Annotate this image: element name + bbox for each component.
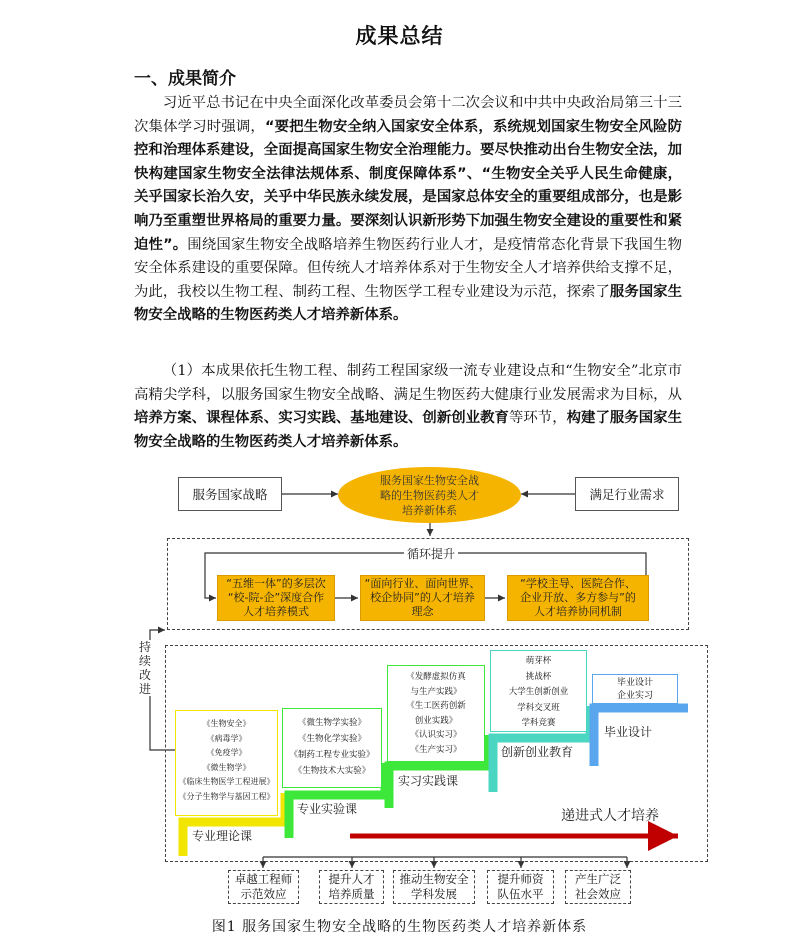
outcome-4-line-2: 队伍水平 [497, 887, 544, 901]
step-label-graduation: 毕业设计 [604, 725, 653, 739]
graduation-item: 企业实习 [616, 691, 653, 701]
mode-3-line-1: “学校主导、医院合作、 [520, 577, 636, 590]
theory-item: 《生物安全》 [202, 719, 251, 728]
section-heading: 一、成果简介 [134, 69, 236, 89]
practice-item: 《发酵虚拟仿真 [406, 672, 466, 682]
practice-item: 创业实践》 [414, 715, 458, 726]
mode-1-line-2: “校-院-企”深度合作 [227, 591, 325, 604]
theory-course-list [175, 710, 278, 816]
mode-3-line-3: 人才培养协同机制 [533, 605, 622, 618]
mode-box-3 [507, 575, 649, 621]
ellipse-line-3: 培养新体系 [402, 503, 457, 517]
mode-1-line-1: “五维一体”的多层次 [226, 577, 326, 590]
para2-s2: 培养方案、课程体系、实习实践、基地建设、创新创业教育 [134, 410, 509, 427]
lab-item: 《微生物学实验》 [297, 718, 366, 728]
outcome-box-4 [487, 870, 554, 904]
para2-s1: （1）本成果依托生物工程、制药工程国家级一流专业建设点和“生物安全”北京市高精尖学科，以服务国家生物安全战略、满足生物医药大健康行业发展需求为目标，从 [134, 363, 682, 403]
lab-item: 《生物技术大实验》 [293, 766, 371, 776]
innovation-item: 学科交叉班 [517, 702, 560, 713]
national-strategy-box: 服务国家战略 [178, 477, 282, 511]
mode-2-line-2: 校企协同”的人才培养 [370, 591, 475, 604]
mode-box-2 [360, 575, 485, 621]
para1-s4: 服务国家生物安全战略的生物医药类人才培养新体系。 [134, 283, 682, 324]
outcome-3-line-2: 学科发展 [411, 887, 457, 901]
practice-item: 《生产实习》 [410, 744, 462, 755]
para1-s3: 围绕国家生物安全战略培养生物医药行业人才，是疫情常态化背景下我国生物安全体系建设的重要保障。但传统人才培养体系对于生物安全人才培养供给支撑不足，为此，我校以生物工程、制药工程、生物医学工程专业建设为示范，探索了 [134, 236, 682, 300]
outcome-1-line-1: 卓越工程师 [234, 872, 293, 886]
para1-quote: “要把生物安全纳入国家安全体系，系统规划国家生物安全风险防控和治理体系建设，全面提高国家生物安全治理能力。要尽快推动出台生物安全法，加快构建国家生物安全法律法规体系、制度保障体系”、“生物安全关乎人民生命健康，关乎国家长治久安，关乎中华民族永续发展，是国家总体安全的重要组成部分，也是影响乃至重塑世界格局的重要力量。要深刻认识新形势下加强生物安全建设的重要性和紧迫性”。 [134, 118, 682, 253]
innovation-item: 大学生创新创业 [508, 687, 569, 697]
innovation-list [490, 650, 587, 732]
lab-item: 《生物化学实验》 [297, 734, 366, 744]
innovation-item: 挑战杯 [525, 671, 552, 682]
outcome-1-line-2: 示范效应 [240, 887, 287, 901]
mode-box-1 [217, 575, 335, 621]
outcome-box-2 [319, 870, 384, 904]
theory-item: 《微生物学》 [202, 762, 251, 772]
theory-item: 《分子生物学与基因工程》 [178, 791, 275, 801]
mode-3-line-2: 企业开放、多方参与”的 [520, 591, 636, 604]
progressive-training-label: 递进式人才培养 [561, 808, 659, 824]
outcome-3-line-1: 推动生物安全 [399, 872, 469, 886]
outcome-box-5 [565, 870, 631, 904]
step-label-innovation: 创新创业教育 [501, 745, 574, 759]
continuous-improvement-label: 持续改进 [138, 640, 151, 696]
outcome-4-line-1: 提升师资 [497, 872, 544, 886]
para1-s1: 习近平总书记在中央全面深化改革委员会第十二次会议和中共中央政治局第三十三次集体学习时强调， [134, 95, 682, 135]
core-system-ellipse [338, 467, 521, 523]
step-label-theory: 专业理论课 [192, 829, 253, 843]
innovation-item: 萌芽杯 [525, 656, 552, 666]
graduation-list [592, 674, 678, 704]
outcome-2-line-2: 培养质量 [328, 887, 375, 901]
mode-1-line-3: 人才培养模式 [243, 605, 309, 618]
lab-course-list [282, 708, 382, 788]
theory-item: 《免疫学》 [206, 748, 247, 757]
theory-item: 《临床生物医学工程进展》 [178, 777, 275, 786]
innovation-item: 学科竞赛 [521, 718, 556, 728]
figure-caption: 图1 服务国家生物安全战略的生物医药类人才培养新体系 [211, 919, 588, 935]
ellipse-line-1: 服务国家生物安全战 [380, 473, 479, 487]
lab-item: 《制药工程专业实验》 [289, 750, 375, 760]
industry-demand-box: 满足行业需求 [575, 477, 679, 511]
theory-item: 《病毒学》 [206, 733, 247, 743]
mode-2-line-1: “面向行业、面向世界、 [364, 577, 481, 590]
graduation-item: 毕业设计 [616, 678, 653, 688]
ellipse-line-2: 略的生物医药类人才 [380, 488, 479, 502]
page-title: 成果总结 [355, 24, 444, 48]
outcome-box-1 [228, 870, 299, 904]
step-label-lab: 专业实验课 [297, 802, 358, 816]
step-label-practice: 实习实践课 [398, 774, 459, 788]
para2-s4: 构建了服务国家生物安全战略的生物医药类人才培养新体系。 [134, 410, 682, 450]
para2-s3: 等环节， [508, 410, 567, 427]
outcome-box-3 [393, 870, 475, 904]
cycle-label: 循环提升 [404, 545, 458, 562]
outcome-2-line-1: 提升人才 [328, 872, 375, 886]
outcome-5-line-1: 产生广泛 [575, 872, 621, 886]
outcome-5-line-2: 社会效应 [575, 887, 621, 901]
practice-item: 《生工医药创新 [406, 701, 466, 711]
practice-course-list [387, 665, 485, 762]
mode-2-line-3: 理念 [411, 605, 434, 618]
practice-item: 与生产实践》 [410, 686, 462, 697]
practice-item: 《认识实习》 [410, 730, 462, 740]
